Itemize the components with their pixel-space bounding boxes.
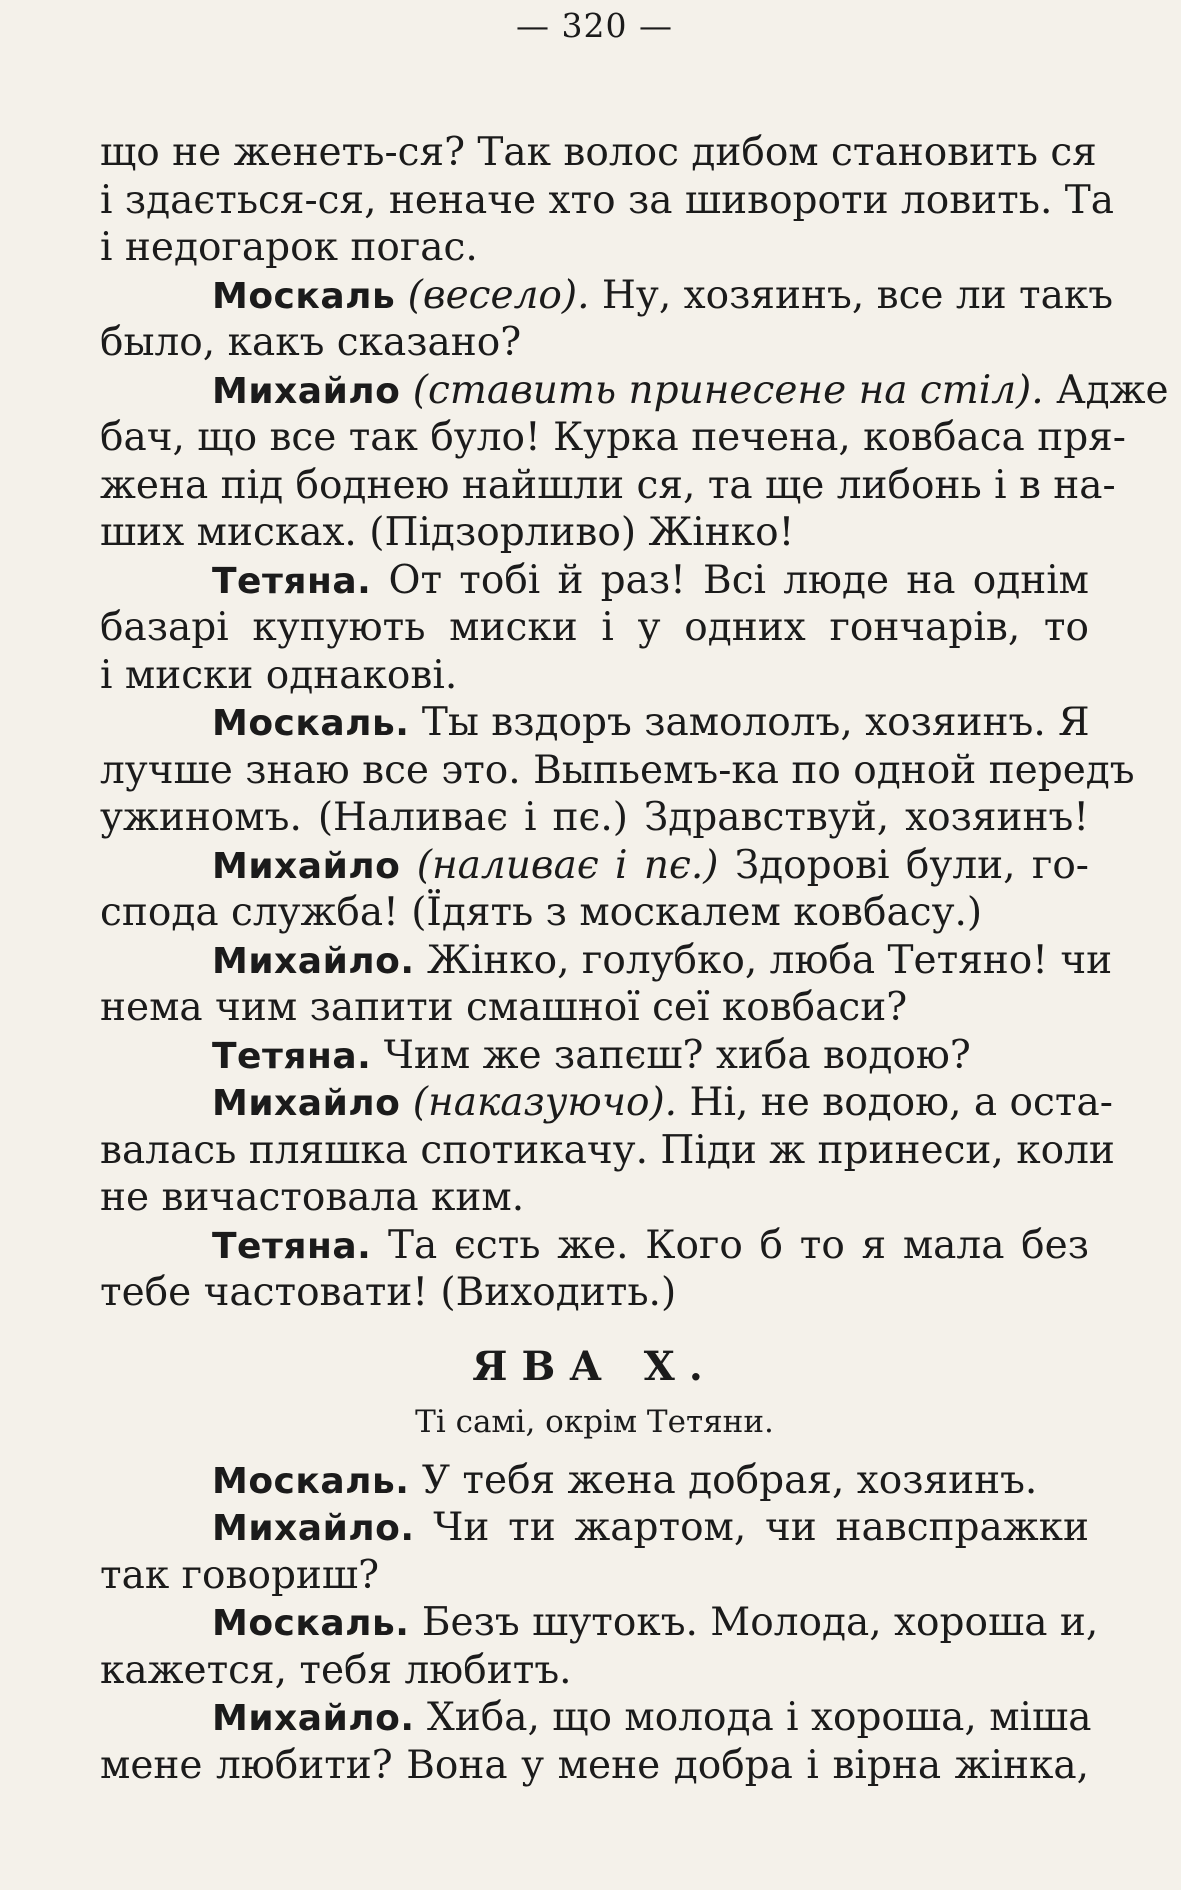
text-line: бач, що все так було! Курка печена, ковбаса пря- [100, 415, 1126, 460]
speaker-name: Михайло. [212, 1508, 415, 1549]
stage-direction: (наливає і пє.) [416, 842, 719, 888]
speaker-name: Михайло. [212, 940, 415, 982]
text-line: валась пляшка спотикачу. Піди ж принеси, коли [100, 1127, 1115, 1173]
speaker-name: Тетяна. [212, 1035, 372, 1077]
text-line: нема чим запити смашної сеї ковбаси? [100, 985, 908, 1030]
speaker-line: Михайло (наказуючо). Ні, не водою, а оста- [212, 1080, 1113, 1125]
play-text [100, 129, 1169, 1789]
speaker-line: Москаль. Безъ шутокъ. Молода, хороша и, [212, 1600, 1099, 1645]
text-line: ужиномъ. (Наливає і пє.) Здравствуй, хозяинъ! [100, 795, 1089, 840]
text-line: ших мисках. (Підзорливо) Жінко! [100, 510, 795, 555]
speaker-line: Москаль (весело). Ну, хозяинъ, все ли такъ [212, 272, 1114, 318]
text-line: лучше знаю все это. Выпьемъ-ка по одной передъ [100, 747, 1135, 793]
speaker-name: Москаль [212, 275, 396, 317]
text-line: що не женеть-ся? Так волос дибом становить ся [100, 130, 1097, 175]
text-line: і недогарок погас. [100, 225, 478, 270]
speaker-name: Москаль. [212, 1460, 410, 1502]
speaker-line: Михайло (наливає і пє.) Здорові були, го- [212, 842, 1089, 888]
speaker-line: Тетяна. От тобі й раз! Всі люде на однім [212, 557, 1090, 603]
text-line: і здається-ся, неначе хто за шивороти ловить. Та [100, 177, 1115, 223]
speaker-name: Михайло [212, 845, 401, 887]
speaker-line: Михайло. Хиба, що молода і хороша, міша [212, 1695, 1092, 1740]
speaker-line: Михайло. Жінко, голубко, люба Тетяно! чи [212, 937, 1113, 983]
section-subtitle: Ті самі, окрім Тетяни. [415, 1403, 774, 1440]
text-line: спода служба! (Їдять з москалем ковбасу.) [100, 890, 983, 935]
speaker-line: Михайло. Чи ти жартом, чи навспражки [212, 1505, 1089, 1550]
text-line: кажется, тебя любитъ. [100, 1647, 572, 1693]
speaker-line: Тетяна. Чим же запєш? хиба водою? [212, 1032, 971, 1078]
speaker-name: Москаль. [212, 703, 410, 744]
speaker-line: Михайло (ставить принесене на стіл). Адже [212, 367, 1169, 413]
speaker-name: Тетяна. [212, 560, 372, 602]
speaker-name: Тетяна. [212, 1225, 372, 1267]
text-line: не вичастовала ким. [100, 1175, 525, 1220]
page-number: — 320 — [516, 6, 673, 45]
stage-direction: (весело). [407, 272, 590, 318]
stage-direction: (наказуючо). [412, 1080, 678, 1125]
speaker-line: Москаль. Ты вздоръ замололъ, хозяинъ. Я [212, 700, 1090, 745]
speaker-name: Михайло [212, 1083, 401, 1124]
speaker-name: Москаль. [212, 1603, 410, 1644]
text-line: так говориш? [100, 1552, 380, 1598]
speaker-name: Михайло. [212, 1698, 415, 1739]
speaker-line: Москаль. У тебя жена добрая, хозяинъ. [212, 1457, 1038, 1503]
text-line: мене любити? Вона у мене добра і вірна жінка, [100, 1742, 1089, 1788]
text-line: было, какъ сказано? [100, 320, 522, 365]
text-line: базарі купують миски і у одних гончарів, то [100, 605, 1089, 650]
stage-direction: (ставить принесене на стіл). [412, 367, 1044, 413]
text-line: тебе частовати! (Виходить.) [100, 1270, 677, 1315]
text-line: жена під боднею найшли ся, та ще либонь і в на- [100, 462, 1116, 508]
section-title: ЯВА Х. [472, 1342, 717, 1390]
speaker-name: Михайло [212, 370, 401, 412]
text-line: і миски однакові. [100, 652, 458, 698]
speaker-line: Тетяна. Та єсть же. Кого б то я мала без [212, 1222, 1089, 1268]
